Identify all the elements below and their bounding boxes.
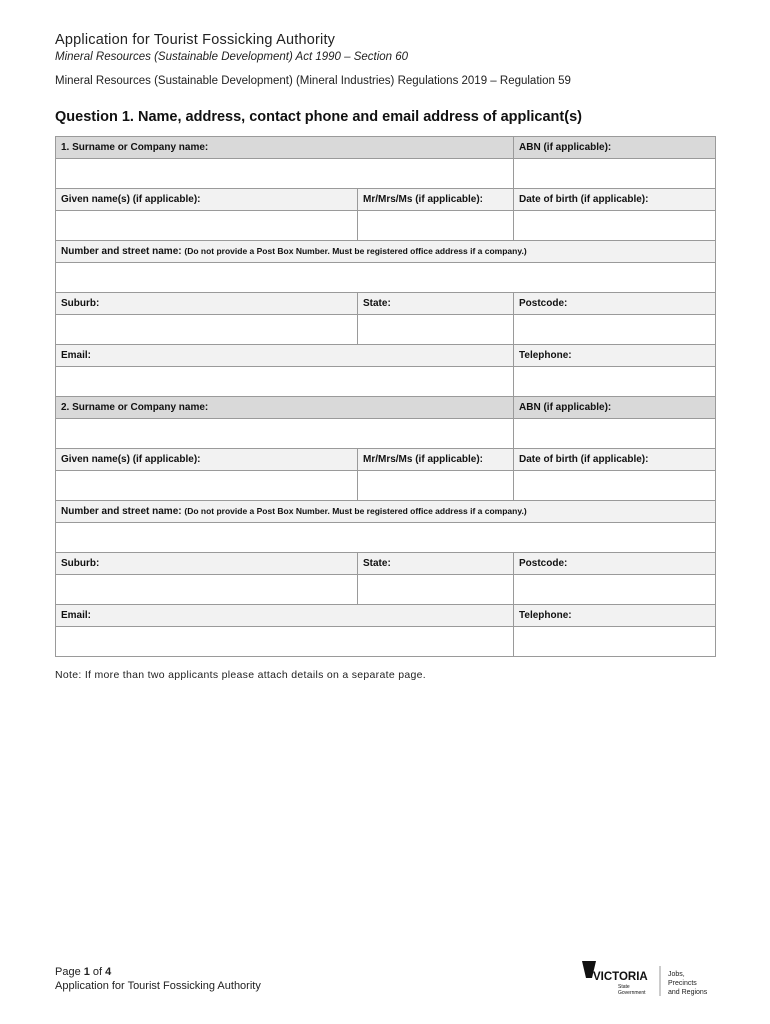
title-label: Mr/Mrs/Ms (if applicable): bbox=[358, 189, 514, 211]
applicant-1-given-row bbox=[56, 189, 716, 211]
svg-text:VICTORIA: VICTORIA bbox=[593, 971, 648, 983]
applicant-2-street-row bbox=[56, 501, 716, 523]
telephone-label: Telephone: bbox=[514, 345, 716, 367]
applicant-1-street-input-row bbox=[56, 263, 716, 293]
street-field[interactable] bbox=[56, 263, 716, 293]
victoria-government-logo bbox=[580, 958, 720, 1000]
applicant-1-surname-row bbox=[56, 137, 716, 159]
surname-field[interactable] bbox=[56, 419, 514, 449]
state-label: State: bbox=[358, 553, 514, 575]
applicant-1-email-input-row bbox=[56, 367, 716, 397]
street-label: Number and street name: bbox=[61, 246, 182, 257]
svg-text:and Regions: and Regions bbox=[668, 989, 708, 996]
abn-label: ABN (if applicable): bbox=[514, 137, 716, 159]
street-field[interactable] bbox=[56, 523, 716, 553]
state-field[interactable] bbox=[358, 315, 514, 345]
applicant-2-given-row bbox=[56, 449, 716, 471]
given-name-field[interactable] bbox=[56, 211, 358, 241]
postcode-label: Postcode: bbox=[514, 553, 716, 575]
applicant-form-table bbox=[55, 136, 716, 657]
page-of: of bbox=[89, 966, 106, 978]
state-label: State: bbox=[358, 293, 514, 315]
regulation-reference: Mineral Resources (Sustainable Development) (Mineral Industries) Regulations 2019 – Regulation 59 bbox=[55, 75, 571, 87]
title-field[interactable] bbox=[358, 211, 514, 241]
given-name-label: Given name(s) (if applicable): bbox=[56, 449, 358, 471]
email-field[interactable] bbox=[56, 367, 514, 397]
title-label: Mr/Mrs/Ms (if applicable): bbox=[358, 449, 514, 471]
street-note: (Do not provide a Post Box Number. Must be registered office address if a company.) bbox=[184, 246, 527, 256]
street-label-cell bbox=[56, 241, 716, 263]
applicant-1-given-input-row bbox=[56, 211, 716, 241]
suburb-field[interactable] bbox=[56, 315, 358, 345]
svg-text:Jobs,: Jobs, bbox=[668, 971, 685, 978]
act-reference: Mineral Resources (Sustainable Development) Act 1990 – Section 60 bbox=[55, 51, 409, 63]
street-note: (Do not provide a Post Box Number. Must be registered office address if a company.) bbox=[184, 506, 527, 516]
question-heading: Question 1. Name, address, contact phone and email address of applicant(s) bbox=[55, 109, 582, 125]
surname-label: 1. Surname or Company name: bbox=[56, 137, 514, 159]
dob-label: Date of birth (if applicable): bbox=[514, 189, 716, 211]
applicant-2-given-input-row bbox=[56, 471, 716, 501]
page-number bbox=[55, 966, 111, 978]
postcode-field[interactable] bbox=[514, 315, 716, 345]
given-name-field[interactable] bbox=[56, 471, 358, 501]
email-label: Email: bbox=[56, 605, 514, 627]
applicant-1-surname-input-row bbox=[56, 159, 716, 189]
applicant-1-suburb-input-row bbox=[56, 315, 716, 345]
state-field[interactable] bbox=[358, 575, 514, 605]
postcode-label: Postcode: bbox=[514, 293, 716, 315]
suburb-field[interactable] bbox=[56, 575, 358, 605]
email-field[interactable] bbox=[56, 627, 514, 657]
applicant-2-surname-input-row bbox=[56, 419, 716, 449]
applicant-1-email-row bbox=[56, 345, 716, 367]
surname-field[interactable] bbox=[56, 159, 514, 189]
abn-field[interactable] bbox=[514, 419, 716, 449]
applicant-2-street-input-row bbox=[56, 523, 716, 553]
title-field[interactable] bbox=[358, 471, 514, 501]
svg-text:State: State bbox=[618, 984, 630, 990]
surname-label: 2. Surname or Company name: bbox=[56, 397, 514, 419]
dob-field[interactable] bbox=[514, 471, 716, 501]
applicant-2-surname-row bbox=[56, 397, 716, 419]
suburb-label: Suburb: bbox=[56, 553, 358, 575]
page-total: 4 bbox=[105, 966, 112, 978]
applicant-2-email-row bbox=[56, 605, 716, 627]
document-title: Application for Tourist Fossicking Authority bbox=[55, 32, 336, 48]
street-label: Number and street name: bbox=[61, 506, 182, 517]
abn-field[interactable] bbox=[514, 159, 716, 189]
page-current: 1 bbox=[83, 966, 90, 978]
telephone-field[interactable] bbox=[514, 627, 716, 657]
applicant-2-suburb-input-row bbox=[56, 575, 716, 605]
email-label: Email: bbox=[56, 345, 514, 367]
telephone-field[interactable] bbox=[514, 367, 716, 397]
applicant-2-suburb-row bbox=[56, 553, 716, 575]
suburb-label: Suburb: bbox=[56, 293, 358, 315]
page-prefix: Page bbox=[55, 966, 84, 978]
footer-document-title: Application for Tourist Fossicking Authority bbox=[55, 980, 261, 992]
postcode-field[interactable] bbox=[514, 575, 716, 605]
additional-applicants-note: Note: If more than two applicants please attach details on a separate page. bbox=[55, 669, 426, 681]
abn-label: ABN (if applicable): bbox=[514, 397, 716, 419]
telephone-label: Telephone: bbox=[514, 605, 716, 627]
dob-field[interactable] bbox=[514, 211, 716, 241]
applicant-1-street-row bbox=[56, 241, 716, 263]
given-name-label: Given name(s) (if applicable): bbox=[56, 189, 358, 211]
dob-label: Date of birth (if applicable): bbox=[514, 449, 716, 471]
applicant-1-suburb-row bbox=[56, 293, 716, 315]
svg-text:Precincts: Precincts bbox=[668, 980, 697, 987]
applicant-2-email-input-row bbox=[56, 627, 716, 657]
street-label-cell bbox=[56, 501, 716, 523]
svg-text:Government: Government bbox=[618, 990, 646, 996]
